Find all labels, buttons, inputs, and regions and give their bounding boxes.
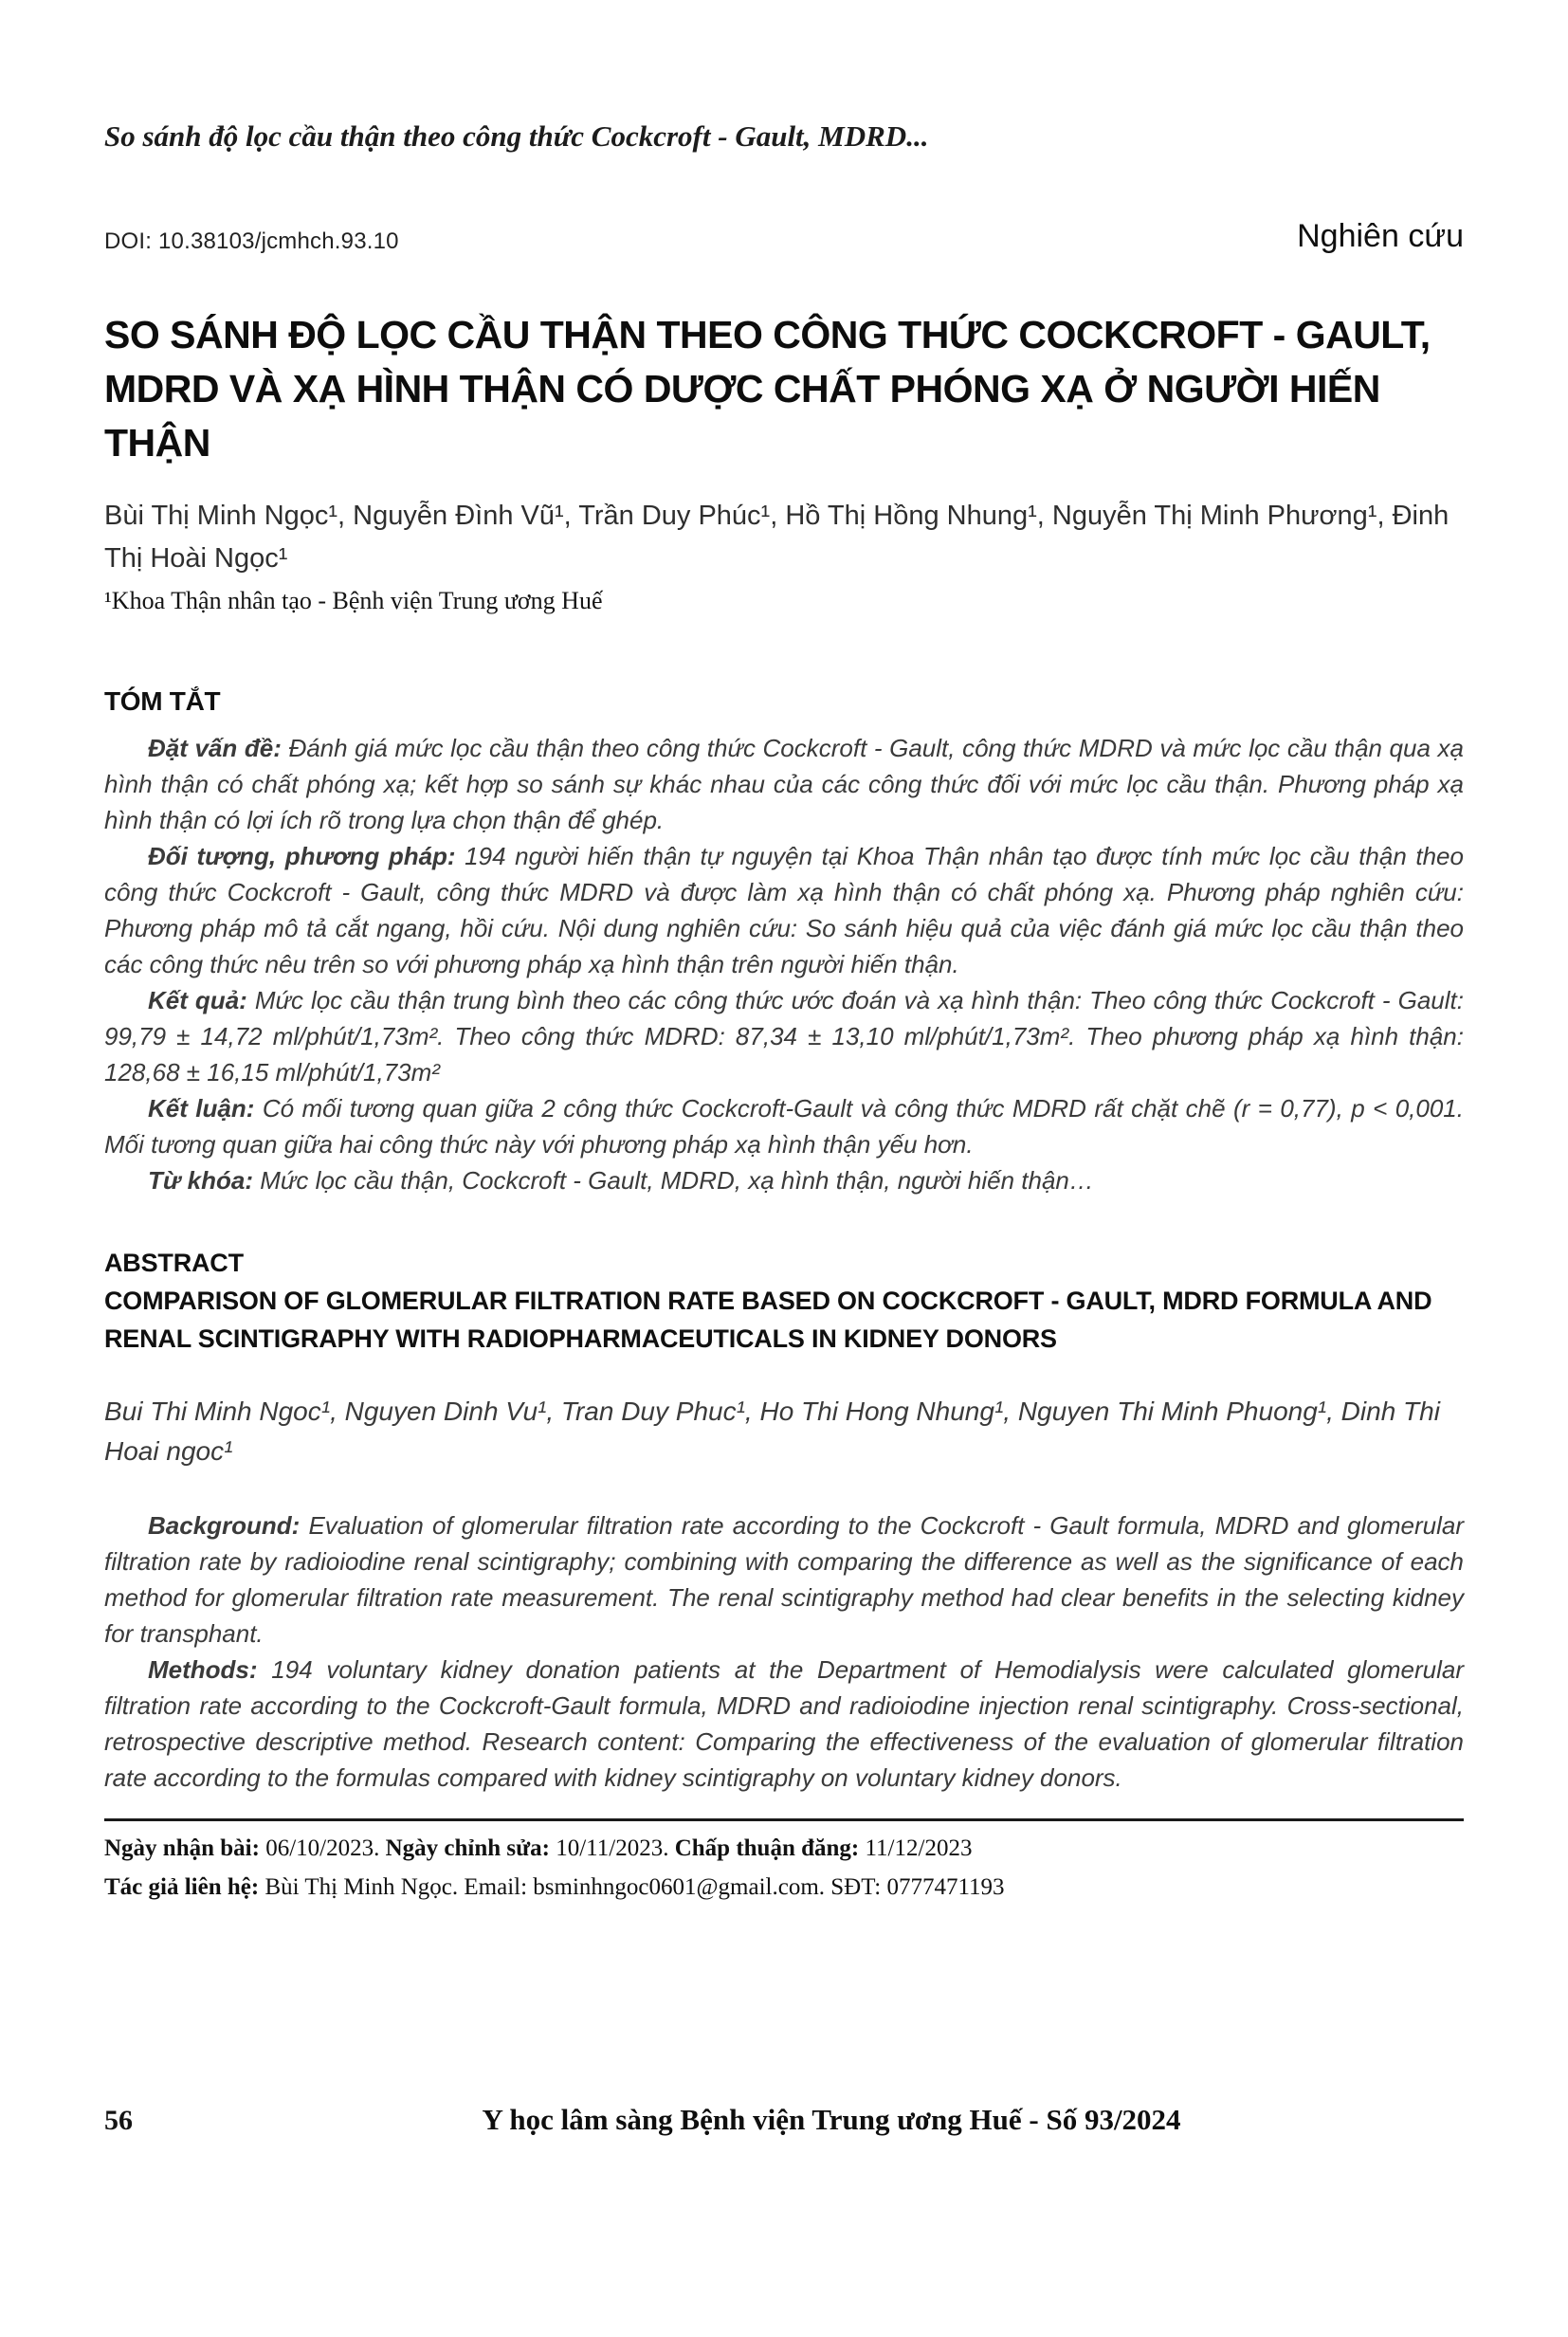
tomtat-paragraph-doi-tuong — [104, 838, 1464, 982]
authors-vi: Bùi Thị Minh Ngọc¹, Nguyễn Đình Vũ¹, Trần Duy Phúc¹, Hồ Thị Hồng Nhung¹, Nguyễn Thị Minh Phương¹, Đinh Thị Hoài Ngọc¹ — [104, 501, 1449, 574]
paragraph-text: Mức lọc cầu thận trung bình theo các công thức ước đoán và xạ hình thận: Theo công thức Cockcroft - Gault: 99,79 ± 14,72 ml/phút/1,73m². Theo công thức MDRD: 87,34 ± 13,10 ml/phút/1,73m². Theo phương pháp xạ hình thận: 128,68 ± 16,15 ml/phút/1,73m² — [104, 986, 1464, 1086]
received-date: 06/10/2023. — [265, 1835, 380, 1861]
paragraph-label: Methods: — [148, 1655, 258, 1684]
paragraph-label: Kết luận: — [148, 1094, 255, 1123]
page-footer — [104, 2103, 1464, 2137]
paragraph-text: Có mối tương quan giữa 2 công thức Cockcroft-Gault và công thức MDRD rất chặt chẽ (r = 0,77), p < 0,001. Mối tương quan giữa hai công thức này với phương pháp xạ hình thận yếu hơn. — [104, 1094, 1464, 1159]
tomtat-paragraph-ket-qua — [104, 982, 1464, 1090]
tomtat-paragraph-dat-van-de — [104, 730, 1464, 838]
tom-tat-heading: TÓM TẮT — [104, 686, 221, 716]
paragraph-label: Đặt vấn đề: — [148, 734, 282, 762]
paragraph-text: 194 người hiến thận tự nguyện tại Khoa Thận nhân tạo được tính mức lọc cầu thận theo công thức Cockcroft - Gault, công thức MDRD và được làm xạ hình thận có chất phóng xạ. Phương pháp nghiên cứu: Phương pháp mô tả cắt ngang, hồi cứu. Nội dung nghiên cứu: So sánh hiệu quả của việc đánh giá mức lọc cầu thận theo các công thức nêu trên so với phương pháp xạ hình thận trên người hiến thận. — [104, 842, 1464, 978]
paragraph-text: 194 voluntary kidney donation patients at the Department of Hemodialysis were calculated glomerular filtration rate according to the Cockcroft-Gault formula, MDRD and radioiodine injection renal scintigraphy. Cross-sectional, retrospective descriptive method. Research content: Comparing the effectiveness of the evaluation of glomerular filtration rate according to the formulas compared with kidney scintigraphy on voluntary kidney donors. — [104, 1655, 1464, 1792]
received-label: Ngày nhận bài: — [104, 1835, 260, 1861]
journal-name: Y học lâm sàng Bệnh viện Trung ương Huế - Số 93/2024 — [482, 2103, 1181, 2136]
paragraph-text: Evaluation of glomerular filtration rate according to the Cockcroft - Gault formula, MDRD and glomerular filtration rate by radioiodine renal scintigraphy; combining with comparing the difference as well as the significance of each method for glomerular filtration rate measurement. The renal scintigraphy method had clear benefits in the selecting kidney for transphant. — [104, 1511, 1464, 1648]
doi-text: DOI: 10.38103/jcmhch.93.10 — [104, 228, 399, 254]
contact-info: Bùi Thị Minh Ngọc. Email: bsminhngoc0601@gmail.com. SĐT: 0777471193 — [264, 1874, 1005, 1900]
paragraph-label: Background: — [148, 1511, 301, 1540]
paragraph-label: Kết quả: — [148, 986, 247, 1014]
revised-label: Ngày chỉnh sửa: — [385, 1835, 550, 1861]
article-title-vi: SO SÁNH ĐỘ LỌC CẦU THẬN THEO CÔNG THỨC COCKCROFT - GAULT, MDRD VÀ XẠ HÌNH THẬN CÓ DƯỢC CHẤT PHÓNG XẠ Ở NGƯỜI HIẾN THẬN — [104, 313, 1431, 465]
paragraph-text: Mức lọc cầu thận, Cockcroft - Gault, MDRD, xạ hình thận, người hiến thận… — [260, 1166, 1094, 1195]
dates-block — [104, 1829, 1464, 1907]
article-type-label: Nghiên cứu — [1297, 218, 1464, 254]
dates-divider — [104, 1818, 1464, 1821]
revised-date: 10/11/2023. — [556, 1835, 669, 1861]
accepted-date: 11/12/2023 — [865, 1835, 973, 1861]
meta-row — [104, 218, 1464, 255]
abstract-paragraph-background — [104, 1507, 1464, 1652]
paragraph-label: Từ khóa: — [148, 1166, 254, 1195]
dates-line — [104, 1829, 1464, 1868]
article-title-en: COMPARISON OF GLOMERULAR FILTRATION RATE BASED ON COCKCROFT - GAULT, MDRD FORMULA AND RENAL SCINTIGRAPHY WITH RADIOPHARMACEUTICALS IN KIDNEY DONORS — [104, 1287, 1432, 1353]
article-page — [0, 119, 1568, 1907]
authors-en: Bui Thi Minh Ngoc¹, Nguyen Dinh Vu¹, Tran Duy Phuc¹, Ho Thi Hong Nhung¹, Nguyen Thi Minh Phuong¹, Dinh Thi Hoai ngoc¹ — [104, 1397, 1440, 1466]
page-number: 56 — [104, 2105, 133, 2136]
tomtat-paragraph-ket-luan — [104, 1090, 1464, 1162]
paragraph-label: Đối tượng, phương pháp: — [148, 842, 456, 870]
accepted-label: Chấp thuận đăng: — [674, 1835, 860, 1861]
contact-line — [104, 1868, 1464, 1907]
contact-label: Tác giả liên hệ: — [104, 1874, 260, 1900]
affiliation: ¹Khoa Thận nhân tạo - Bệnh viện Trung ương Huế — [104, 587, 603, 614]
abstract-heading: ABSTRACT — [104, 1249, 244, 1277]
tomtat-paragraph-tu-khoa — [104, 1162, 1464, 1198]
running-head: So sánh độ lọc cầu thận theo công thức Cockcroft - Gault, MDRD... — [104, 119, 929, 153]
paragraph-text: Đánh giá mức lọc cầu thận theo công thức Cockcroft - Gault, công thức MDRD và mức lọc cầu thận qua xạ hình thận có chất phóng xạ; kết hợp so sánh sự khác nhau của các công thức đối với mức lọc cầu thận. Phương pháp xạ hình thận có lợi ích rõ trong lựa chọn thận để ghép. — [104, 734, 1464, 834]
abstract-paragraph-methods — [104, 1652, 1464, 1796]
